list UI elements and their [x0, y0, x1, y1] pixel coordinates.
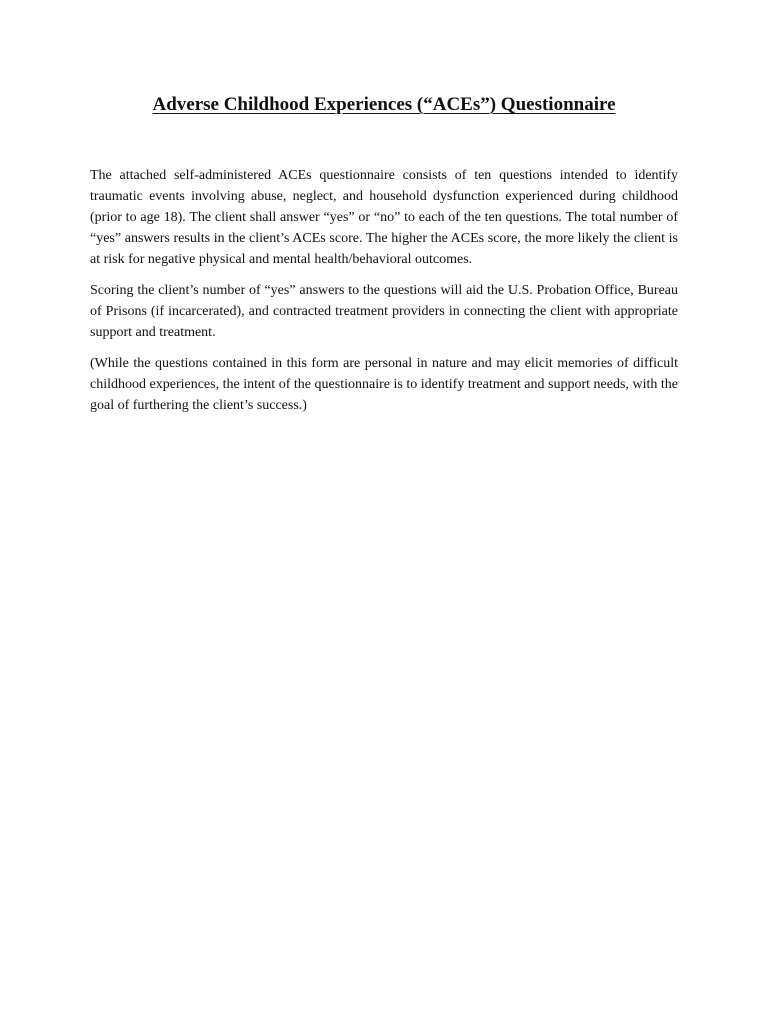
- document-body: [90, 165, 678, 426]
- disclaimer-paragraph: (While the questions contained in this form are personal in nature and may elicit memories of difficult childhood experiences, the intent of the questionnaire is to identify treatment and support needs, with the goal of furthering the client’s success.): [90, 356, 678, 413]
- intro-paragraph: The attached self-administered ACEs questionnaire consists of ten questions intended to identify traumatic events involving abuse, neglect, and household dysfunction experienced during childhood (prior to age 18). The client shall answer “yes” or “no” to each of the ten questions. The total number of “yes” answers results in the client’s ACEs score. The higher the ACEs score, the more likely the client is at risk for negative physical and mental health/behavioral outcomes.: [90, 168, 678, 267]
- scoring-paragraph: Scoring the client’s number of “yes” answers to the questions will aid the U.S. Probation Office, Bureau of Prisons (if incarcerated), and contracted treatment providers in connecting the client with appropriate support and treatment.: [90, 283, 678, 340]
- document-title: Adverse Childhood Experiences (“ACEs”) Questionnaire: [152, 94, 616, 115]
